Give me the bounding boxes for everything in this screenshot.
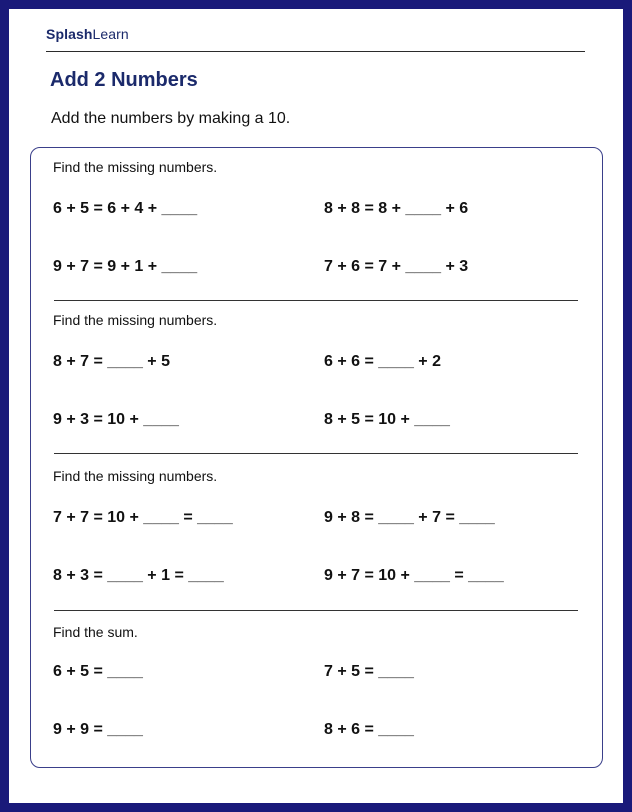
problem: 6 + 6 = ____ + 2 [324, 353, 441, 370]
problem: 9 + 9 = ____ [53, 721, 143, 738]
problem: 9 + 7 = 10 + ____ = ____ [324, 567, 504, 584]
header-divider [46, 51, 585, 52]
problem: 7 + 7 = 10 + ____ = ____ [53, 509, 233, 526]
problem: 8 + 6 = ____ [324, 721, 414, 738]
problem: 9 + 7 = 9 + 1 + ____ [53, 258, 198, 275]
section-divider [54, 453, 578, 454]
problem: 8 + 8 = 8 + ____ + 6 [324, 200, 469, 217]
section-divider [54, 610, 578, 611]
problems-box [30, 147, 603, 768]
problem: 8 + 7 = ____ + 5 [53, 353, 170, 370]
problem: 9 + 8 = ____ + 7 = ____ [324, 509, 495, 526]
brand-logo-bold: Splash [46, 26, 93, 42]
section-divider [54, 300, 578, 301]
problem: 8 + 3 = ____ + 1 = ____ [53, 567, 224, 584]
problem: 9 + 3 = 10 + ____ [53, 411, 179, 428]
problem: 6 + 5 = 6 + 4 + ____ [53, 200, 198, 217]
problem: 6 + 5 = ____ [53, 663, 143, 680]
instructions: Add the numbers by making a 10. [51, 110, 291, 127]
worksheet-page [9, 9, 623, 803]
section-title: Find the missing numbers. [53, 468, 218, 484]
problem: 8 + 5 = 10 + ____ [324, 411, 450, 428]
problem: 7 + 6 = 7 + ____ + 3 [324, 258, 469, 275]
brand-logo [46, 26, 129, 42]
problem: 7 + 5 = ____ [324, 663, 414, 680]
section-title: Find the sum. [53, 624, 138, 640]
page-title: Add 2 Numbers [50, 69, 198, 91]
brand-logo-light: Learn [92, 26, 129, 42]
section-title: Find the missing numbers. [53, 312, 218, 328]
section-title: Find the missing numbers. [53, 159, 218, 175]
